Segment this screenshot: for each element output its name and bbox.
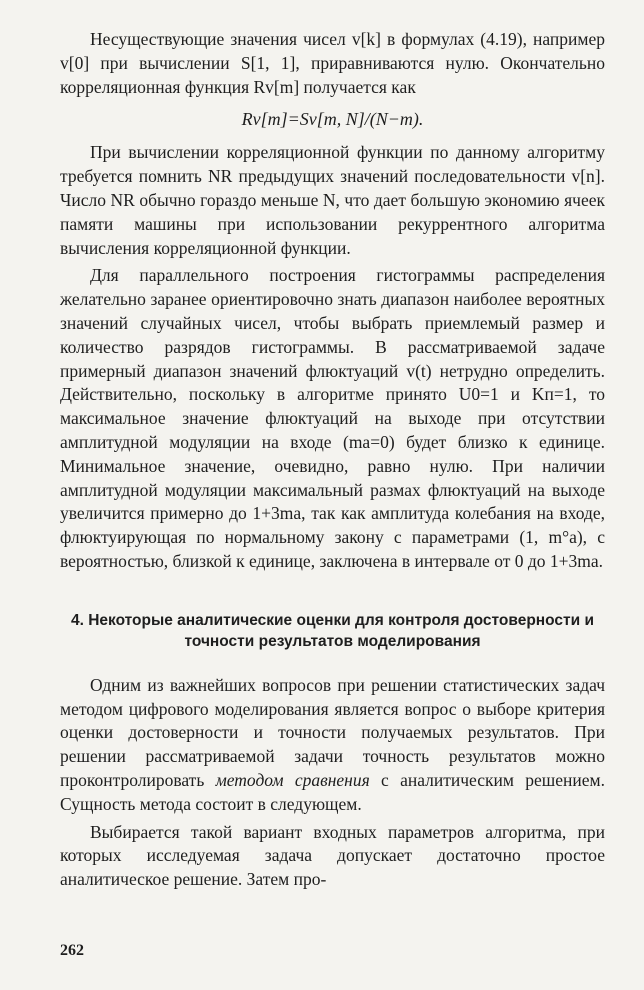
method-term: методом сравнения xyxy=(215,769,370,790)
paragraph-variant: Выбирается такой вариант входных параметров алгоритма, при которых исследуемая задача допускает достаточно простое аналитическое решение. Затем про- xyxy=(60,821,605,890)
paragraph-memory: При вычислении корреляционной функции по данному алгоритму требуется помнить NR предыдущих значений последовательности v[n]. Число NR обычно гораздо меньше N, что дает большую экономию ячеек памяти машины при использовании рекуррентного алгоритма вычисления корреляционной функции. xyxy=(60,142,605,258)
paragraph-continuation: Несуществующие значения чисел v[k] в формулах (4.19), например v[0] при вычислении S[1, 1], приравниваются нулю. Окончательно корреляционная функция Rv[m] получается как xyxy=(60,29,605,97)
paragraph-accuracy-text-2: с аналитическим решением. Сущность метода состоит в следующем. xyxy=(60,769,605,814)
section-heading: 4. Некоторые аналитические оценки для контроля достоверности и точности результатов моделирования xyxy=(70,611,595,650)
paragraph-histogram: Для параллельного построения гистограммы распределения желательно заранее ориентировочно знать диапазон наиболее вероятных значений случайных чисел, чтобы выбрать приемлемый размер и количество разрядов гистограммы. В рассматриваемой задаче примерный диапазон значений флюктуаций v(t) нетрудно определить. Действительно, поскольку в алгоритме принято U0=1 и Kп=1, то максимальное значение флюктуаций на выходе при отсутствии амплитудной модуляции на входе (ma=0) будет близко к единице. Минимальное значение, очевидно, равно нулю. При наличии амплитудной модуляции максимальный размах флюктуаций на выходе увеличится примерно до 1+3ma, так как амплитуда колебания на входе, флюктуирующая по нормальному закону с параметрами (1, m°a), с вероятностью, близкой к единице, заключена в интервале от 0 до 1+3ma. xyxy=(60,265,605,571)
paragraph-accuracy-text-1: Одним из важнейших вопросов при решении статистических задач методом цифрового моделирования является вопрос о выборе критерия оценки достоверности и точности получаемых результатов. При решении рассматриваемой задачи точность результатов можно проконтролировать xyxy=(60,674,605,790)
correlation-formula: Rv[m]=Sv[m, N]/(N−m). xyxy=(241,109,424,130)
paragraph-accuracy xyxy=(60,674,605,817)
page-number: 262 xyxy=(60,942,84,959)
page-text xyxy=(60,28,605,892)
